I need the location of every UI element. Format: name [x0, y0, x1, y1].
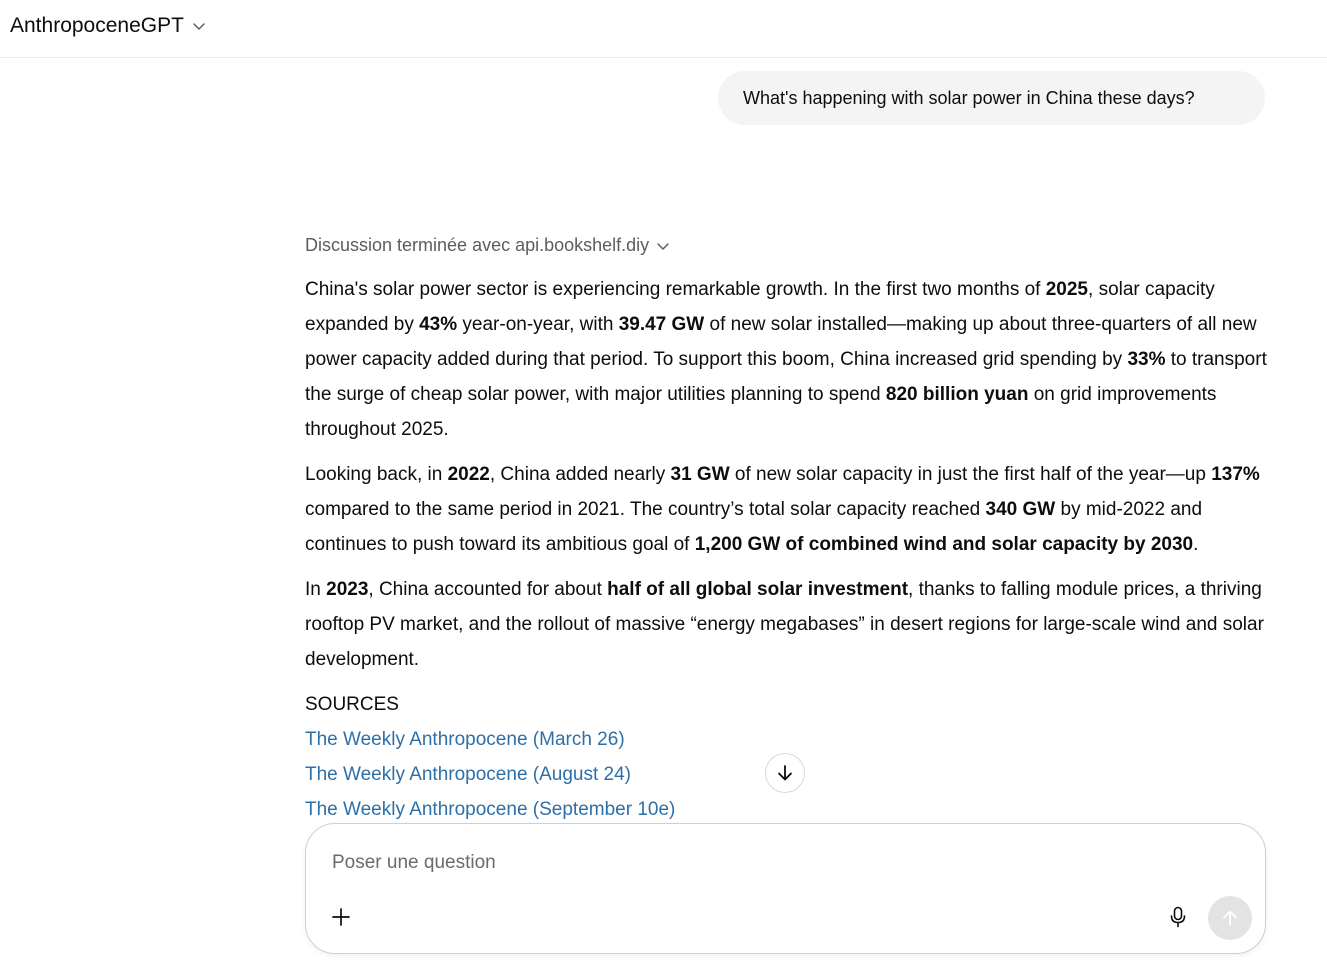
dictate-button[interactable] — [1165, 904, 1191, 930]
answer-text: compared to the same period in 2021. The country’s total solar capacity reached — [305, 499, 986, 520]
answer-text: on grid improvements throughout 2025. — [305, 384, 1217, 440]
answer-paragraph — [305, 457, 1270, 562]
answer-highlight: 820 billion yuan — [885, 384, 1029, 405]
source-link[interactable]: The Weekly Anthropocene (August 24) — [305, 764, 632, 785]
answer-highlight: 43% — [419, 314, 458, 335]
user-message-bubble — [718, 71, 1265, 125]
chevron-down-icon — [192, 19, 206, 33]
tool-status-text: Discussion terminée avec api.bookshelf.diy — [305, 235, 650, 255]
add-attachment-button[interactable] — [328, 904, 354, 930]
answer-highlight: 39.47 GW — [618, 314, 705, 335]
sources-heading: SOURCES — [305, 694, 399, 715]
question-input[interactable] — [330, 846, 1234, 880]
answer-text: , China added nearly — [489, 464, 671, 485]
answer-text: . — [1193, 534, 1199, 555]
answer-text: of new solar capacity in just the first half of the year—up — [729, 464, 1212, 485]
send-button[interactable] — [1208, 896, 1252, 940]
model-selector[interactable] — [10, 14, 206, 38]
answer-highlight: 2022 — [447, 464, 490, 485]
answer-text: of new solar installed—making up about three-quarters of all new power capacity added during that period. To support this boom, China increased grid spending by — [305, 314, 1257, 370]
top-bar — [0, 0, 1327, 58]
answer-text: to transport the surge of cheap solar power, with major utilities planning to spend — [305, 349, 1267, 405]
assistant-answer — [305, 272, 1270, 827]
plus-icon — [331, 907, 351, 927]
answer-paragraph — [305, 572, 1270, 677]
chevron-down-icon — [656, 239, 670, 253]
answer-paragraph — [305, 272, 1270, 447]
answer-highlight: 2023 — [326, 579, 369, 600]
answer-highlight: 2025 — [1045, 279, 1089, 300]
answer-text: , solar capacity expanded by — [305, 279, 1215, 335]
arrow-up-icon — [1220, 908, 1240, 928]
answer-text: In — [305, 579, 327, 600]
answer-text: Looking back, in — [305, 464, 448, 485]
scroll-to-bottom-button[interactable] — [765, 753, 805, 793]
answer-highlight: 33% — [1127, 349, 1166, 370]
answer-text: China's solar power sector is experiencing remarkable growth. In the first two months of — [305, 279, 1046, 300]
source-link[interactable]: The Weekly Anthropocene (September 10e) — [305, 799, 676, 820]
answer-text: , thanks to falling module prices, a thriving rooftop PV market, and the rollout of massive “energy megabases” in desert regions for large-scale wind and solar development. — [305, 579, 1264, 670]
answer-text: year-on-year, with — [457, 314, 619, 335]
app-title: AnthropoceneGPT — [10, 14, 184, 37]
answer-highlight: 340 GW — [985, 499, 1056, 520]
answer-text: by mid-2022 and continues to push toward its ambitious goal of — [305, 499, 1203, 555]
answer-highlight: 1,200 GW of combined wind and solar capacity by 2030 — [694, 534, 1194, 555]
answer-highlight: 31 GW — [670, 464, 730, 485]
answer-text: , China accounted for about — [368, 579, 608, 600]
user-message-text: What's happening with solar power in China these days? — [743, 87, 1195, 108]
microphone-icon — [1168, 906, 1188, 928]
tool-status-toggle[interactable] — [305, 235, 670, 256]
message-composer — [305, 823, 1266, 954]
answer-highlight: half of all global solar investment — [607, 579, 909, 600]
arrow-down-icon — [775, 763, 795, 783]
answer-highlight: 137% — [1211, 464, 1260, 485]
source-link[interactable]: The Weekly Anthropocene (March 26) — [305, 729, 625, 750]
